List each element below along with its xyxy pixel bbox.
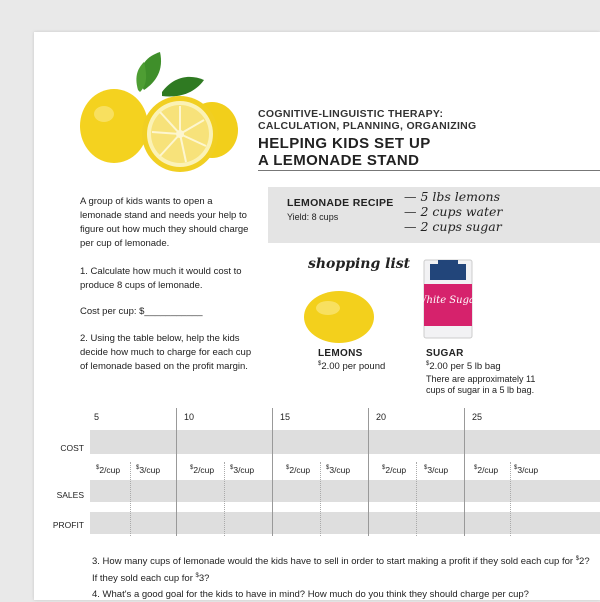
price-divider (510, 462, 511, 536)
recipe-ingredients (404, 189, 502, 234)
worksheet-title: HELPING KIDS SET UP A LEMONADE STAND (258, 135, 431, 169)
price-3-per-cup: $3/cup (326, 465, 351, 475)
column-25: 25 (472, 412, 483, 422)
sales-row-band[interactable] (90, 480, 600, 502)
price-divider (130, 462, 131, 536)
lemon-icon (302, 288, 376, 344)
question-4: 4. What's a good goal for the kids to have in mind? How much do you think they should charge per cup? (92, 589, 529, 600)
recipe-title: LEMONADE RECIPE (287, 197, 394, 209)
lemons-illustration (78, 50, 242, 178)
column-20: 20 (376, 412, 387, 422)
price-2-per-cup: $2/cup (96, 465, 121, 475)
recipe-item: — 2 cups water (404, 204, 503, 219)
lemons-price: $2.00 per pound (318, 361, 386, 372)
row-label-cost: COST (60, 443, 84, 453)
price-divider (416, 462, 417, 536)
header-divider (258, 170, 600, 171)
column-divider (368, 408, 369, 536)
column-divider (272, 408, 273, 536)
sugar-name: SUGAR (426, 348, 464, 359)
price-3-per-cup: $3/cup (514, 465, 539, 475)
column-divider (464, 408, 465, 536)
price-3-per-cup: $3/cup (424, 465, 449, 475)
price-2-per-cup: $2/cup (286, 465, 311, 475)
recipe-item: — 5 lbs lemons (404, 189, 501, 204)
column-15: 15 (280, 412, 291, 422)
column-10: 10 (184, 412, 195, 422)
price-2-per-cup: $2/cup (382, 465, 407, 475)
price-divider (320, 462, 321, 536)
sugar-bag-icon (416, 256, 480, 340)
sugar-note: There are approximately 11 cups of sugar in a 5 lb bag. (426, 374, 536, 395)
worksheet-page (34, 32, 600, 600)
lemons-name: LEMONS (318, 348, 363, 359)
row-label-profit: PROFIT (52, 520, 84, 530)
row-label-sales: SALES (56, 490, 84, 500)
intro-text: A group of kids wants to open a lemonade stand and needs your help to figure out how much they should charge per cup of lemonade. (80, 196, 249, 249)
recipe-yield: Yield: 8 cups (287, 212, 339, 222)
price-divider (224, 462, 225, 536)
sugar-price: $2.00 per 5 lb bag (426, 361, 501, 372)
worksheet-subtitle: COGNITIVE-LINGUISTIC THERAPY: CALCULATION, PLANNING, ORGANIZING (258, 108, 477, 132)
price-3-per-cup: $3/cup (136, 465, 161, 475)
question-1: 1. Calculate how much it would cost to produce 8 cups of lemonade. (80, 266, 242, 291)
recipe-item: — 2 cups sugar (404, 219, 502, 234)
question-2: 2. Using the table below, help the kids decide how much to charge for each cup of lemonade based on the profit margin. (80, 333, 252, 372)
shopping-list-heading: shopping list (308, 256, 411, 272)
profit-row-band[interactable] (90, 512, 600, 534)
price-2-per-cup: $2/cup (474, 465, 499, 475)
question-3: 3. How many cups of lemonade would the kids have to sell in order to start making a profit if they sold each cup for $2? If they sold each cup for $3? (92, 556, 590, 584)
cost-row-band[interactable] (90, 430, 600, 454)
cost-per-cup-field[interactable]: Cost per cup: $___________ (80, 306, 203, 317)
column-5: 5 (94, 412, 100, 422)
column-divider (176, 408, 177, 536)
price-3-per-cup: $3/cup (230, 465, 255, 475)
price-2-per-cup: $2/cup (190, 465, 215, 475)
svg-text:White Sugar: White Sugar (416, 295, 480, 306)
